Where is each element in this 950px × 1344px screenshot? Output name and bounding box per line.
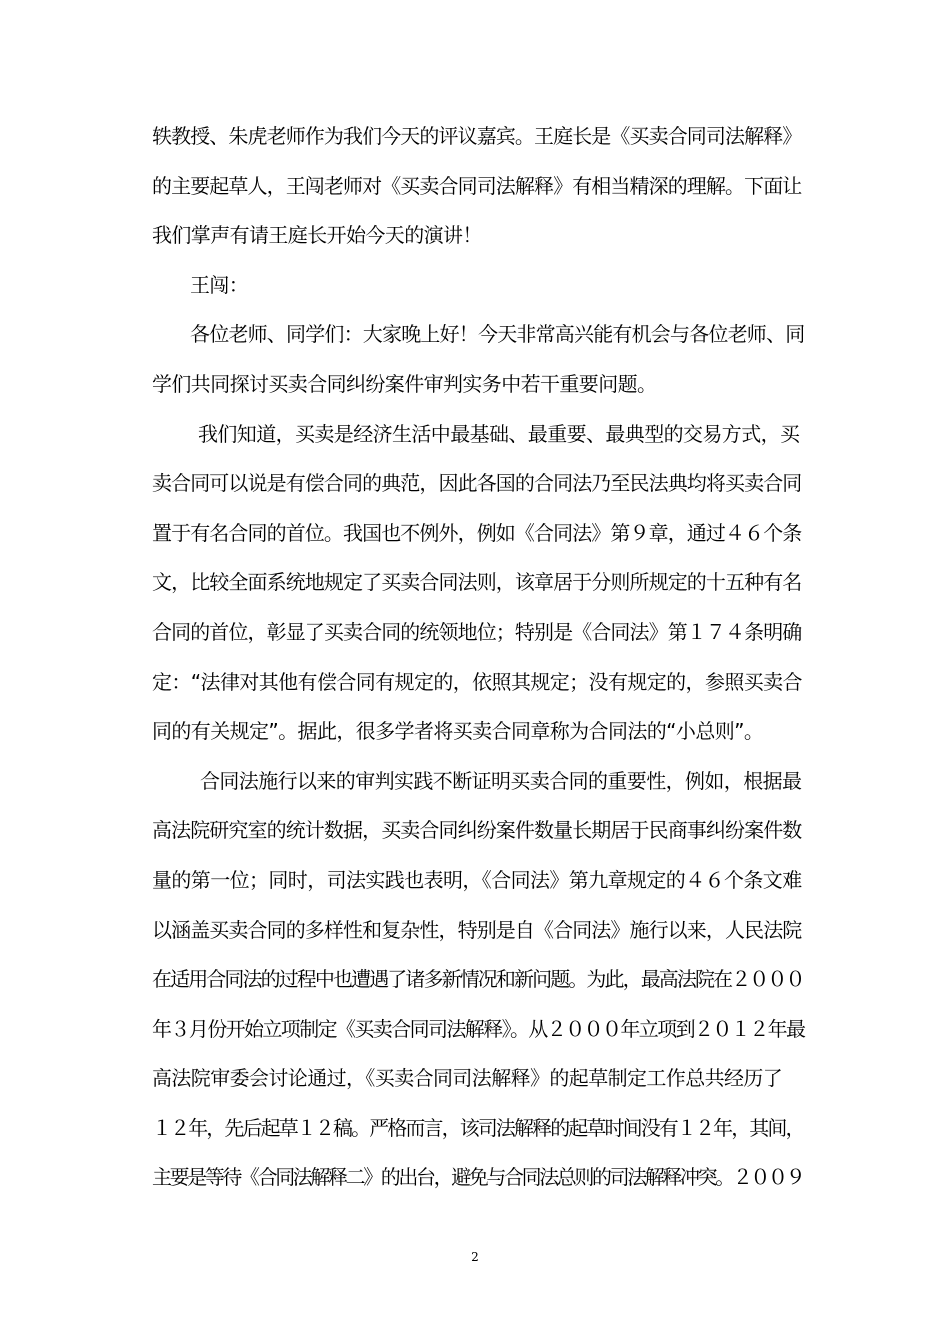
- text-line: 合同法施行以来的审判实践不断证明买卖合同的重要性，例如，根据最: [200, 768, 802, 793]
- text-line: 高法院研究室的统计数据，买卖合同纠纷案件数量长期居于民商事纠纷案件数: [152, 818, 802, 843]
- body-text: [152, 112, 805, 1203]
- text-line: 的主要起草人，王闯老师对《买卖合同司法解释》有相当精深的理解。下面让: [152, 173, 802, 198]
- text-line: １２年，先后起草１２稿。严格而言，该司法解释的起草时间没有１２年，其间，: [152, 1115, 804, 1140]
- text-line: 量的第一位；同时，司法实践也表明，《合同法》第九章规定的４６个条文难: [152, 867, 802, 892]
- text-line: 文，比较全面系统地规定了买卖合同法则，该章居于分则所规定的十五种有名: [152, 570, 802, 595]
- text-line: 主要是等待《合同法解释二》的出台，避免与合同法总则的司法解释冲突。２００９: [152, 1165, 804, 1190]
- text-line: 各位老师、同学们：大家晚上好！今天非常高兴能有机会与各位老师、同: [190, 322, 805, 347]
- text-line: 卖合同可以说是有偿合同的典范，因此各国的合同法乃至民法典均将买卖合同: [152, 471, 802, 496]
- text-line: 定：“法律对其他有偿合同有规定的，依照其规定；没有规定的，参照买卖合: [152, 669, 802, 694]
- text-line: 年３月份开始立项制定《买卖合同司法解释》。从２０００年立项到２０１２年最: [152, 1016, 805, 1041]
- speaker-label: 王闯：: [190, 272, 249, 297]
- page-number: 2: [471, 1250, 479, 1264]
- text-line: 学们共同探讨买卖合同纠纷案件审判实务中若干重要问题。: [152, 371, 657, 396]
- text-line: 同的有关规定”。据此，很多学者将买卖合同章称为合同法的“小总则”。: [152, 719, 764, 744]
- text-line: 高法院审委会讨论通过，《买卖合同司法解释》的起草制定工作总共经历了: [152, 1066, 783, 1091]
- text-line: 合同的首位，彰显了买卖合同的统领地位；特别是《合同法》第１７４条明确: [152, 619, 802, 644]
- text-line: 我们掌声有请王庭长开始今天的演讲！: [152, 223, 482, 248]
- text-line: 置于有名合同的首位。我国也不例外，例如《合同法》第９章，通过４６个条: [152, 520, 802, 545]
- text-line: 轶教授、朱虎老师作为我们今天的评议嘉宾。王庭长是《买卖合同司法解释》: [152, 124, 802, 148]
- text-line: 在适用合同法的过程中也遭遇了诸多新情况和新问题。为此，最高法院在２０００: [152, 967, 804, 992]
- text-line: 以涵盖买卖合同的多样性和复杂性，特别是自《合同法》施行以来，人民法院: [152, 917, 802, 942]
- text-line: 我们知道，买卖是经济生活中最基础、最重要、最典型的交易方式，买: [198, 421, 800, 446]
